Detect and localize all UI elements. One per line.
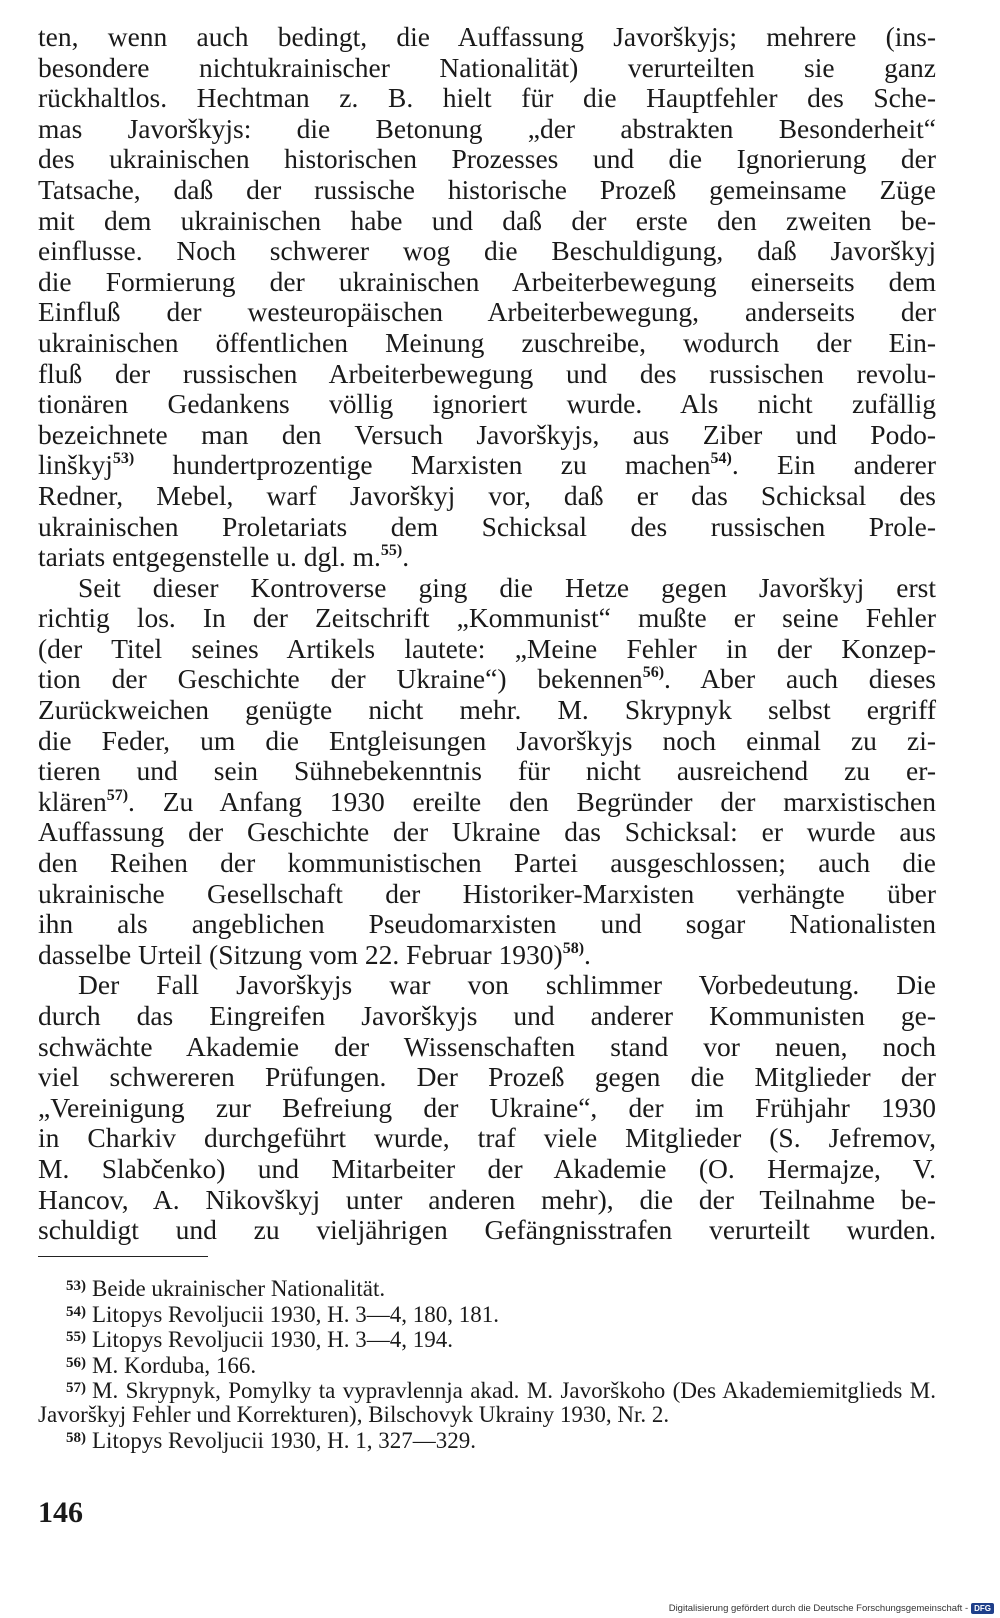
main-text [38, 22, 936, 1246]
text-line: die Feder, um die Entgleisungen Javorškyjs noch einmal zu zi- [38, 724, 936, 756]
text-line: Tatsache, daß der russische historische Prozeß gemeinsame Züge [38, 173, 936, 205]
footnote-ref-53[interactable]: 53) [112, 450, 135, 468]
text-line: tionären Gedankens völlig ignoriert wurde. Als nicht zufällig [38, 388, 936, 420]
footnote-ref-55[interactable]: 55) [380, 542, 403, 560]
text-fragment: tion der Geschichte der Ukraine“) bekennen [38, 663, 643, 695]
text-line: „Vereinigung zur Befreiung der Ukraine“, der im Frühjahr 1930 [38, 1091, 936, 1123]
text-line: einflusse. Noch schwerer wog die Beschuldigung, daß Javorškyj [38, 235, 936, 267]
text-line: schuldigt und zu vieljährigen Gefängnisstrafen verurteilt wurden. [38, 1214, 936, 1246]
text-fragment: . Aber auch dieses [664, 663, 936, 695]
text-line: durch das Eingreifen Javorškyjs und anderer Kommunisten ge- [38, 1000, 936, 1031]
text-line: ukrainischen Proletariats dem Schicksal des russischen Prole- [38, 510, 936, 542]
text-line: mas Javorškyjs: die Betonung „der abstrakten Besonderheit“ [38, 112, 936, 144]
footnote-text: Litopys Revoljucii 1930, H. 1, 327—329. [92, 1427, 476, 1453]
text-line: M. Slabčenko) und Mitarbeiter der Akademie (O. Hermajze, V. [38, 1152, 936, 1184]
footnote-54 [38, 1301, 936, 1327]
text-line: Seit dieser Kontroverse ging die Hetze gegen Javorškyj erst [78, 571, 936, 603]
text-fragment: tariats entgegenstelle u. dgl. m. [38, 541, 381, 573]
text-line: viel schwereren Prüfungen. Der Prozeß gegen die Mitglieder der [38, 1061, 936, 1093]
footnote-ref-57[interactable]: 57) [106, 786, 129, 804]
credit-text: Digitalisierung gefördert durch die Deutsche Forschungsgemeinschaft - [668, 1603, 969, 1614]
text-line: Hancov, A. Nikovškyj unter anderen mehr), die der Teilnahme be- [38, 1183, 936, 1215]
paragraph-1 [38, 22, 936, 573]
text-line: Einfluß der westeuropäischen Arbeiterbewegung, anderseits der [38, 296, 936, 328]
text-line: Auffassung der Geschichte der Ukraine das Schicksal: er wurde aus [38, 816, 936, 848]
text-line: richtig los. In der Zeitschrift „Kommunist“ mußte er seine Fehler [38, 602, 936, 634]
text-line [38, 450, 936, 481]
footnote-mark: 53) [66, 1278, 86, 1294]
text-line: mit dem ukrainischen habe und daß der erste den zweiten be- [38, 204, 936, 236]
footnote-58 [38, 1427, 936, 1453]
footnote-text: M. Korduba, 166. [92, 1352, 257, 1378]
dfg-logo-icon: DFG [971, 1603, 994, 1614]
text-line: rückhaltlos. Hechtman z. B. hielt für die Hauptfehler des Sche- [38, 82, 936, 114]
text-fragment: dasselbe Urteil (Sitzung vom 22. Februar 1930) [38, 938, 563, 970]
footnote-mark: 55) [66, 1329, 86, 1346]
paragraph-3 [38, 970, 936, 1245]
digitization-credit [669, 1603, 994, 1614]
text-line: ihn als angeblichen Pseudomarxisten und sogar Nationalisten [38, 908, 936, 940]
footnote-text: M. Skrypnyk, Pomylky ta vypravlennja akad. M. Javorškoho (Des Akademiemitglieds M. Javorškyj Fehler und Korrekturen), Bilschovyk Ukrainy 1930, Nr. 2. [38, 1378, 936, 1427]
text-line: schwächte Akademie der Wissenschaften stand vor neuen, noch [38, 1030, 936, 1062]
text-line: die Formierung der ukrainischen Arbeiterbewegung einerseits dem [38, 265, 936, 297]
footnote-text: Litopys Revoljucii 1930, H. 3—4, 194. [92, 1327, 453, 1353]
text-line: bezeichnete man den Versuch Javorškyjs, aus Ziber und Podo- [38, 418, 936, 450]
text-fragment: . Ein anderer [731, 449, 937, 481]
footnote-mark: 54) [66, 1303, 86, 1320]
text-fragment: hundertprozentige Marxisten zu machen [134, 449, 711, 481]
footnote-56 [38, 1352, 936, 1378]
text-line [38, 542, 936, 573]
text-line [38, 787, 936, 818]
footnote-ref-56[interactable]: 56) [642, 664, 665, 682]
footnote-mark: 57) [66, 1380, 86, 1397]
paragraph-2 [38, 573, 936, 971]
text-line: in Charkiv durchgeführt wurde, traf viele Mitglieder (S. Jefremov, [38, 1122, 936, 1154]
text-line [38, 940, 936, 971]
text-line: den Reihen der kommunistischen Partei ausgeschlossen; auch die [38, 847, 936, 879]
footnote-ref-58[interactable]: 58) [562, 939, 585, 957]
text-line: besondere nichtukrainischer Nationalität) verurteilten sie ganz [38, 51, 936, 83]
footnote-mark: 56) [66, 1354, 86, 1371]
text-line: des ukrainischen historischen Prozesses und die Ignorierung der [38, 143, 936, 175]
text-line: (der Titel seines Artikels lautete: „Meine Fehler in der Konzep- [38, 632, 936, 664]
text-fragment: . [584, 938, 591, 970]
text-line: ukrainischen öffentlichen Meinung zuschreibe, wodurch der Ein- [38, 326, 936, 358]
footnotes [38, 1275, 936, 1452]
text-line [38, 664, 936, 695]
footnote-ref-54[interactable]: 54) [710, 450, 732, 468]
text-line: ten, wenn auch bedingt, die Auffassung Javorškyjs; mehrere (ins- [38, 21, 936, 52]
footnote-text: Beide ukrainischer Nationalität. [92, 1276, 386, 1301]
text-line: fluß der russischen Arbeiterbewegung und des russischen revolu- [38, 357, 936, 389]
text-line: tieren und sein Sühnebekenntnis für nicht ausreichend zu er- [38, 755, 936, 787]
text-line: Der Fall Javorškyjs war von schlimmer Vorbedeutung. Die [78, 969, 936, 1001]
text-line: ukrainische Gesellschaft der Historiker-Marxisten verhängte über [38, 877, 936, 909]
footnote-57 [38, 1377, 936, 1426]
text-fragment: . [402, 541, 410, 573]
footnote-mark: 58) [66, 1429, 86, 1446]
footnote-55 [38, 1326, 936, 1352]
text-line: Redner, Mebel, warf Javorškyj vor, daß er das Schicksal des [38, 479, 936, 511]
text-line: Zurückweichen genügte nicht mehr. M. Skrypnyk selbst ergriff [38, 694, 936, 726]
footnote-text: Litopys Revoljucii 1930, H. 3—4, 180, 181. [92, 1301, 499, 1327]
footnote-53 [38, 1275, 936, 1301]
footnote-divider [38, 1256, 208, 1257]
text-fragment: linškyj [38, 449, 113, 481]
text-fragment: klären [38, 785, 107, 817]
text-fragment: . Zu Anfang 1930 ereilte den Begründer der marxistischen [128, 785, 936, 817]
page-number: 146 [38, 1496, 83, 1529]
